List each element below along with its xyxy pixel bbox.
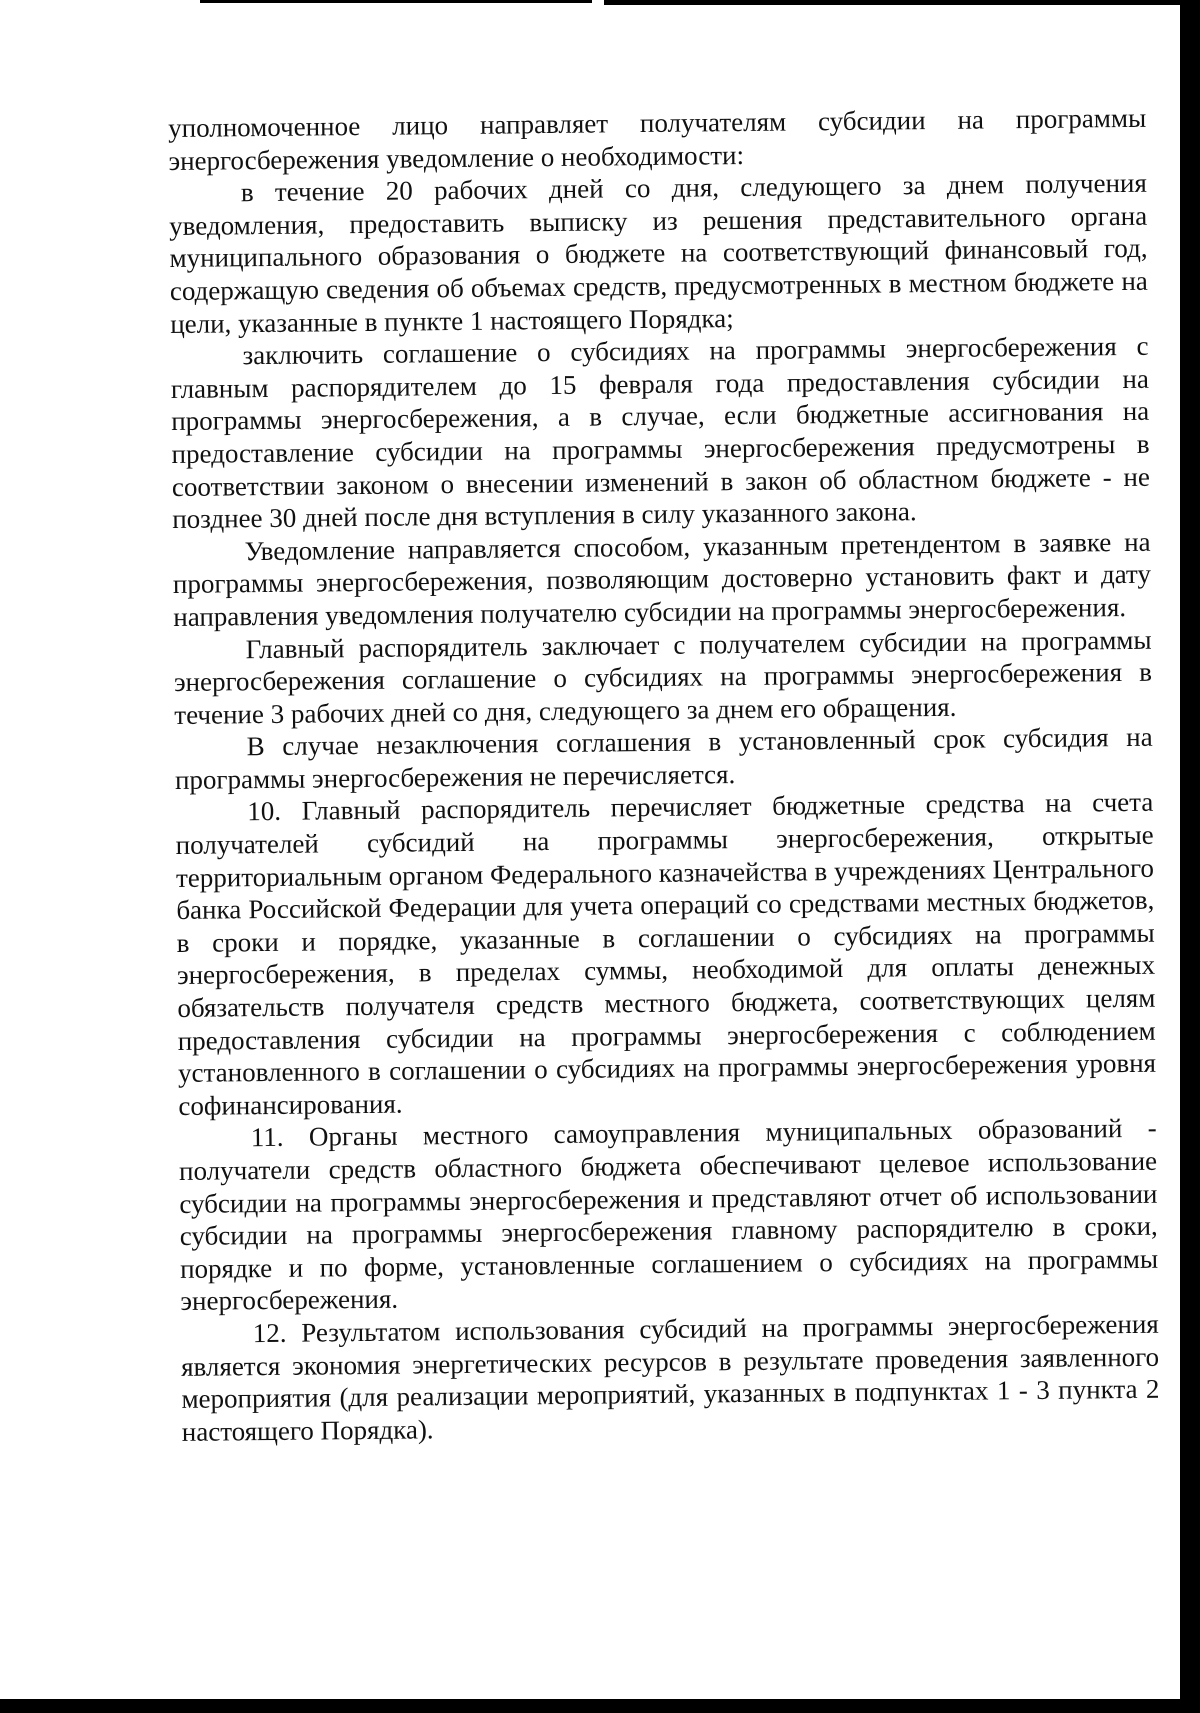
paragraph-continuation: уполномоченное лицо направляет получателям субсидии на программы энергосбережения уведомление о необходимости: bbox=[168, 102, 1147, 176]
scan-edge-bottom bbox=[0, 1699, 1200, 1713]
paragraph-clause-10: 10. Главный распорядитель перечисляет бюджетные средства на счета получателей субсидий на программы энергосбережения, открытые территориальным органом Федерального казначейства в учреждениях Центрального банка Российской Федерации для учета операций со средствами местных бюджетов, в сроки и порядке, указанные в соглашении о субсидиях на программы энергосбережения, в пределах суммы, необходимой для оплаты денежных обязательств получателя средств местного бюджета, соответствующих целям предоставления субсидии на программы энергосбережения с соблюдением установленного в соглашении о субсидиях на программы энергосбережения уровня софинансирования. bbox=[175, 787, 1157, 1121]
paragraph-clause-11: 11. Органы местного самоуправления муниципальных образований - получатели средств областного бюджета обеспечивают целевое использование субсидии на программы энергосбережения и представляют отчет об использовании субсидии на программы энергосбережения главному распорядителю в сроки, порядке и по форме, установленные соглашением о субсидиях на программы энергосбережения. bbox=[178, 1113, 1159, 1317]
paragraph-non-conclusion: В случае незаключения соглашения в установленный срок субсидия на программы энергосбережения не перечисляется. bbox=[174, 722, 1153, 795]
paragraph-clause-12: 12. Результатом использования субсидий на программы энергосбережения является экономия энергетических ресурсов в результате проведения заявленного мероприятия (для реализации мероприятий, указанных в подпунктах 1 - 3 пункта 2 настоящего Порядка). bbox=[180, 1308, 1160, 1447]
paragraph-20-days: в течение 20 рабочих дней со дня, следующего за днем получения уведомления, предоставить выписку из решения представительного органа муниципального образования о бюджете на соответствующий финансовый год, содержащую сведения об объемах средств, предусмотренных в местном бюджете на цели, указанные в пункте 1 настоящего Порядка; bbox=[169, 167, 1148, 339]
scan-edge-right bbox=[1180, 0, 1200, 1713]
scan-edge-top-left bbox=[200, 0, 592, 3]
paragraph-main-manager: Главный распорядитель заключает с получателем субсидии на программы энергосбережения соглашение о субсидиях на программы энергосбережения в течение 3 рабочих дней со дня, следующего за днем его обращения. bbox=[173, 624, 1153, 730]
paragraph-notification: Уведомление направляется способом, указанным претендентом в заявке на программы энергосбережения, позволяющим достоверно установить факт и дату направления уведомления получателю субсидии на программы энергосбережения. bbox=[172, 526, 1152, 632]
scan-edge-top-right bbox=[604, 0, 1200, 5]
document-page bbox=[168, 102, 1160, 1449]
paragraph-agreement: заключить соглашение о субсидиях на программы энергосбережения с главным распорядителем до 15 февраля года предоставления субсидии на программы энергосбережения, а в случае, если бюджетные ассигнования на предоставление субсидии на программы энергосбережения предусмотрены в соответствии законом о внесении изменений в закон об областном бюджете - не позднее 30 дней после дня вступления в силу указанного закона. bbox=[170, 330, 1151, 535]
